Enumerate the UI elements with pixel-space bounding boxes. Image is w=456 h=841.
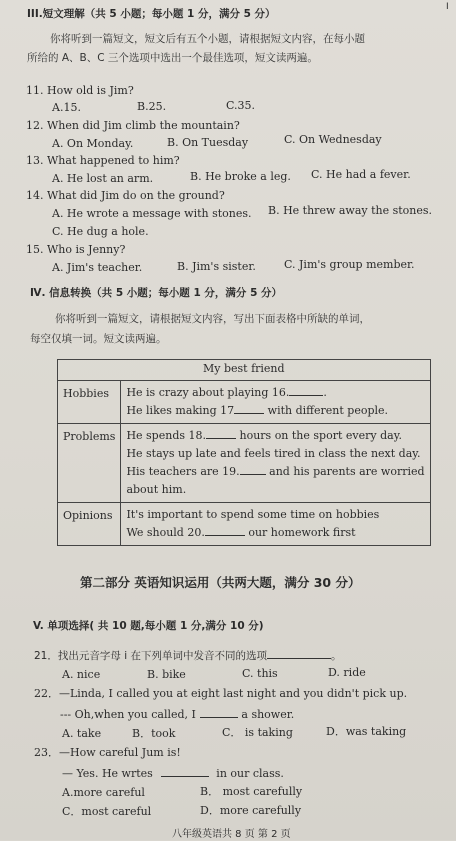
option-a: A.more careful — [62, 786, 145, 799]
table-text: about him. — [126, 483, 187, 496]
table-text: He stays up late and feels tired in class the next day. — [126, 447, 421, 460]
answer-blank[interactable] — [267, 648, 331, 659]
question-stem: 15. Who is Jenny? — [26, 243, 126, 256]
option-c: C. He dug a hole. — [52, 225, 149, 238]
corner-mark: Ⅰ — [446, 2, 449, 12]
option-b: B. Jim's sister. — [177, 260, 256, 273]
option-c: C.35. — [226, 99, 256, 112]
answer-blank[interactable] — [200, 707, 238, 718]
section3-title: III.短文理解（共 5 小题；每小题 1 分，满分 5 分） — [27, 8, 276, 20]
table-text: It's important to spend some time on hobbies — [126, 508, 380, 521]
question-text: — Yes. He wrtes — [62, 767, 153, 780]
table-text: His teachers are 19. — [126, 465, 240, 478]
option-a: A. nice — [62, 668, 101, 681]
question-23-line2 — [62, 766, 284, 781]
option-a: A. On Monday. — [52, 137, 134, 150]
answer-blank[interactable] — [161, 766, 209, 777]
table-text: We should 20. — [126, 526, 205, 539]
question-text: 21．找出元音字母 i 在下列单词中发音不同的选项 — [34, 650, 267, 662]
table-header: My best friend — [58, 360, 431, 381]
row-label-opinions: Opinions — [58, 503, 121, 546]
table-text: our homework first — [244, 526, 356, 539]
question-22-line2 — [60, 707, 294, 722]
table-text: He likes making 17 — [126, 404, 235, 417]
option-c: C. On Wednesday — [284, 133, 382, 146]
row-label-hobbies: Hobbies — [58, 381, 121, 424]
table-row — [58, 424, 431, 503]
row-content — [121, 424, 430, 503]
question-22-stem: 22．—Linda, I called you at eight last night and you didn't pick up. — [34, 687, 408, 700]
table-text: He is crazy about playing 16. — [126, 386, 290, 399]
row-content — [121, 381, 430, 424]
option-a: A. Jim's teacher. — [52, 261, 143, 274]
option-a: A. He wrote a message with stones. — [52, 207, 252, 220]
option-c: C. Jim's group member. — [284, 258, 415, 271]
option-d: D．more carefully — [200, 804, 302, 817]
question-stem: 12. When did Jim climb the mountain? — [26, 119, 240, 132]
section3-instruction-2: 所给的 A、B、C 三个选项中选出一个最佳选项，短文读两遍。 — [27, 52, 318, 64]
blank-17[interactable] — [234, 403, 264, 414]
option-b: B. bike — [147, 668, 186, 681]
option-c: C. this — [242, 667, 278, 680]
section5-title: V. 单项选择( 共 10 题,每小题 1 分,满分 10 分) — [33, 620, 264, 632]
option-d: D. ride — [328, 666, 366, 679]
question-23-stem: 23．—How careful Jum is! — [34, 746, 181, 759]
table-row — [58, 381, 431, 424]
table-text: with different people. — [264, 404, 389, 417]
question-text: 。 — [330, 650, 342, 662]
blank-20[interactable] — [205, 525, 245, 536]
table-row — [58, 503, 431, 546]
option-a: A. He lost an arm. — [52, 172, 154, 185]
table-text: He spends 18. — [126, 429, 206, 442]
option-b: B. He threw away the stones. — [268, 204, 433, 217]
table-text: and his parents are worried — [265, 465, 425, 478]
option-b: B. On Tuesday — [167, 136, 249, 149]
section4-title: Ⅳ. 信息转换（共 5 小题；每小题 1 分，满分 5 分） — [30, 287, 283, 299]
option-c: C． is taking — [222, 726, 293, 739]
question-stem: 13. What happened to him? — [26, 154, 180, 167]
question-text: a shower. — [237, 708, 295, 721]
row-content — [121, 503, 430, 546]
section3-instruction-1: 你将听到一篇短文，短文后有五个小题，请根据短文内容，在每小题 — [50, 33, 365, 45]
table-text: hours on the sport every day. — [236, 429, 402, 442]
info-table — [57, 359, 431, 546]
row-label-problems: Problems — [58, 424, 121, 503]
option-b: B． most carefully — [200, 785, 303, 798]
section4-instruction-1: 你将听到一篇短文，请根据短文内容，写出下面表格中所缺的单词， — [55, 313, 370, 325]
question-text: --- Oh,when you called, I — [60, 708, 196, 721]
option-b: B.25. — [137, 100, 167, 113]
option-a: A.15. — [52, 101, 81, 114]
blank-18[interactable] — [206, 428, 236, 439]
option-b: B. He broke a leg. — [190, 170, 291, 183]
section4-instruction-2: 每空仅填一词。短文读两遍。 — [30, 333, 167, 345]
question-text: in our class. — [212, 767, 284, 780]
option-d: D．was taking — [326, 725, 407, 738]
option-b: B．took — [132, 727, 176, 740]
question-stem: 14. What did Jim do on the ground? — [26, 189, 225, 202]
blank-19[interactable] — [240, 464, 266, 475]
question-21-stem — [34, 648, 341, 664]
blank-16[interactable] — [289, 385, 323, 396]
option-c: C．most careful — [62, 805, 152, 818]
table-text: . — [323, 386, 327, 399]
option-c: C. He had a fever. — [311, 168, 411, 181]
part2-title: 第二部分 英语知识运用（共两大题，满分 30 分） — [80, 575, 361, 590]
page-footer: 八年级英语共 8 页 第 2 页 — [172, 829, 291, 840]
question-stem: 11. How old is Jim? — [26, 84, 134, 97]
option-a: A. take — [62, 727, 102, 740]
